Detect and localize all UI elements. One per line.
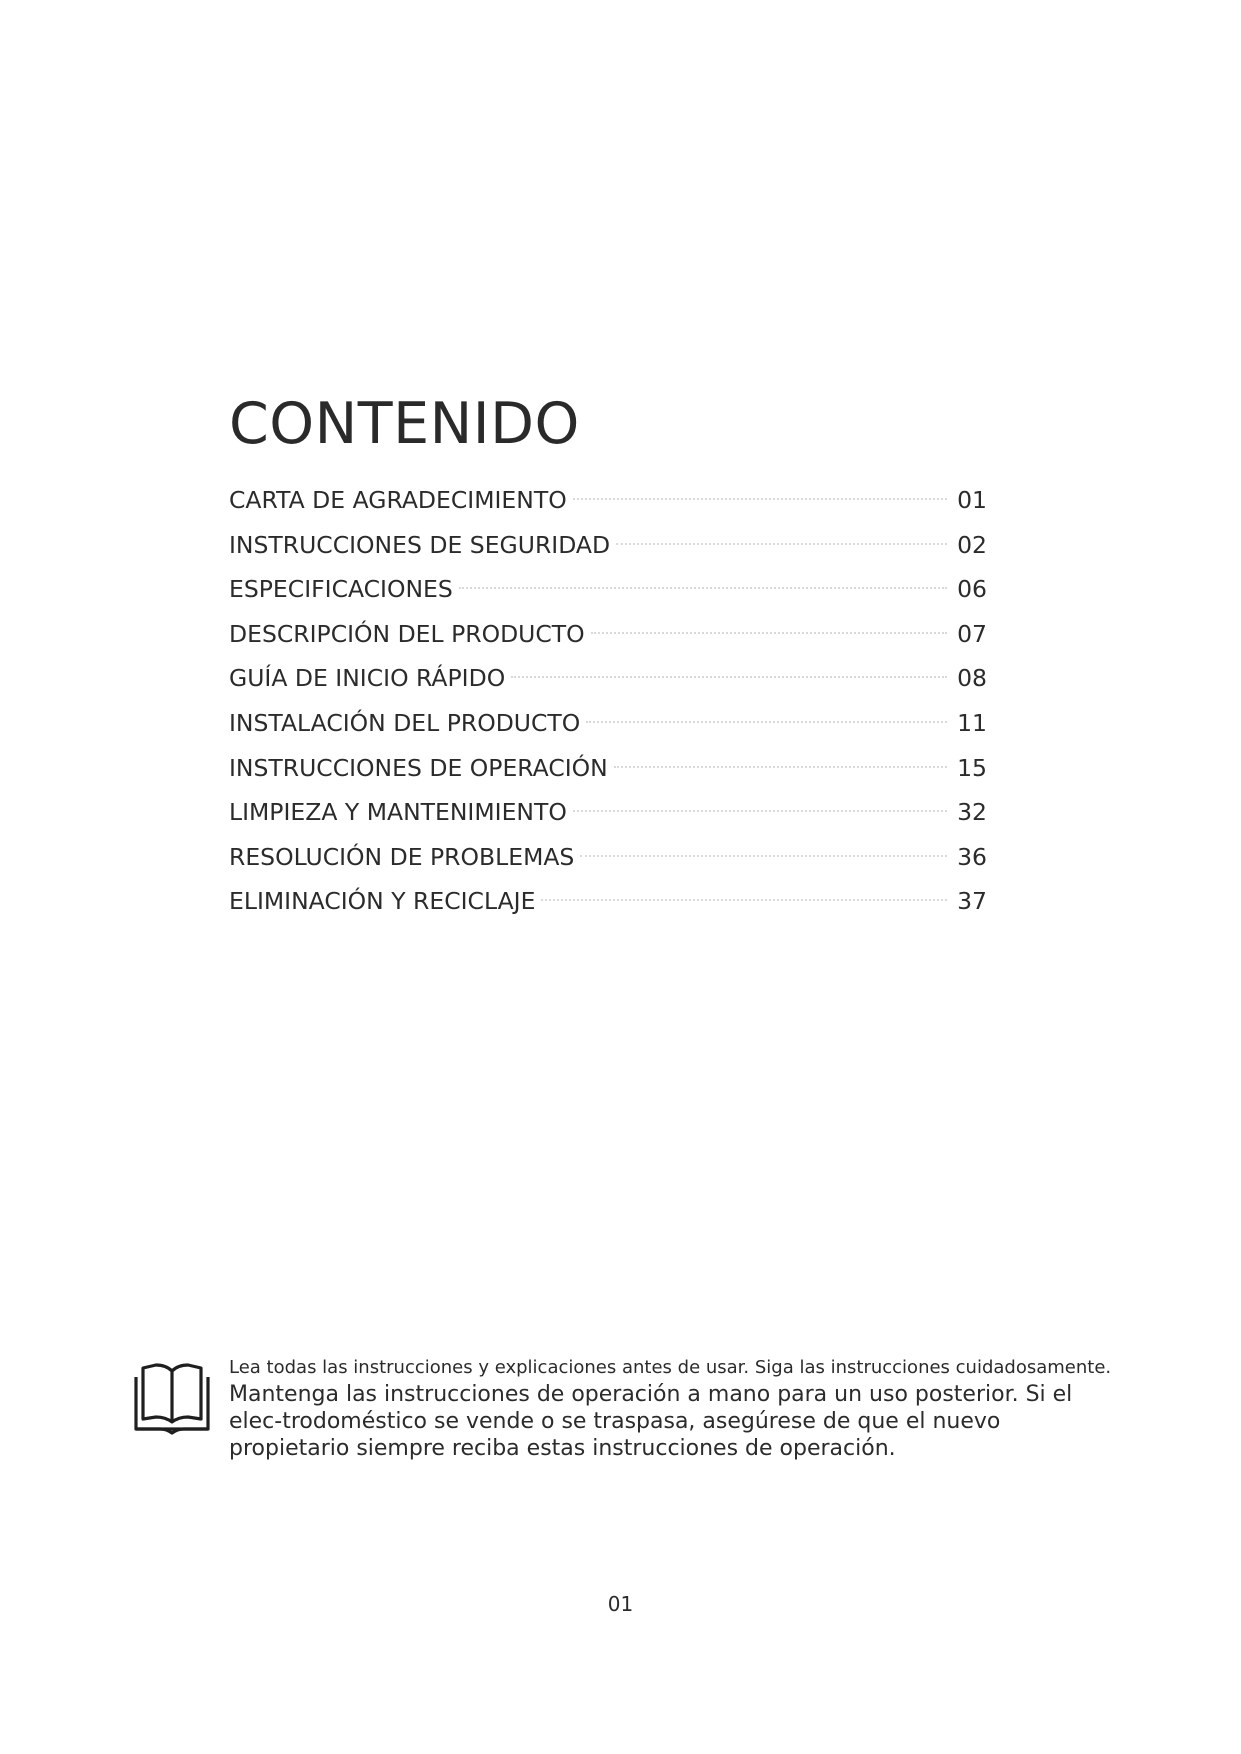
toc-entry-label: ELIMINACIÓN Y RECICLAJE: [229, 887, 536, 916]
toc-entry[interactable]: [229, 887, 987, 932]
toc-dot-leader: [511, 676, 947, 678]
toc-entry-page: 08: [957, 664, 987, 693]
toc-entry-label: INSTALACIÓN DEL PRODUCTO: [229, 708, 581, 737]
toc-entry-label: INSTRUCCIONES DE OPERACIÓN: [229, 753, 608, 782]
toc-entry-page: 01: [957, 486, 987, 514]
toc-entry-label: DESCRIPCIÓN DEL PRODUCTO: [229, 619, 585, 648]
toc-dot-leader: [616, 543, 947, 545]
toc-entry[interactable]: [229, 754, 987, 799]
toc-entry[interactable]: [229, 664, 987, 709]
toc-dot-leader: [459, 587, 947, 589]
toc-entry[interactable]: [229, 798, 987, 843]
toc-dot-leader: [586, 721, 947, 723]
toc-entry-page: 15: [957, 753, 987, 782]
page-title: CONTENIDO: [229, 391, 580, 457]
toc-entry[interactable]: [229, 575, 987, 620]
toc-entry-label: ESPECIFICACIONES: [229, 575, 453, 604]
toc-entry[interactable]: [229, 486, 987, 531]
open-book-icon: [130, 1361, 214, 1435]
note-lead: Lea todas las instrucciones y explicaciones antes de usar. Siga las instrucciones cuidadosamente.: [229, 1357, 1112, 1378]
toc-entry-page: 36: [957, 842, 987, 871]
toc-entry-page: 37: [957, 887, 987, 916]
toc-entry-label: INSTRUCCIONES DE SEGURIDAD: [229, 530, 611, 559]
toc-entry-page: 11: [957, 708, 987, 737]
table-of-contents: [229, 486, 987, 932]
toc-entry-page: 07: [957, 619, 987, 648]
toc-entry[interactable]: [229, 531, 987, 576]
toc-entry[interactable]: [229, 620, 987, 665]
toc-entry-page: 06: [957, 575, 987, 604]
toc-dot-leader: [573, 810, 947, 812]
note-body: Mantenga las instrucciones de operación a mano para un uso posterior. Si el elec-trodoméstico se vende o se traspasa, asegúrese de que el nuevo propietario siempre reciba estas instrucciones de operación.: [229, 1382, 1073, 1461]
toc-dot-leader: [580, 855, 947, 857]
toc-dot-leader: [591, 632, 947, 634]
toc-entry-page: 32: [957, 798, 987, 827]
toc-entry[interactable]: [229, 709, 987, 754]
page-number: 01: [607, 1592, 634, 1616]
note-text: [229, 1354, 1112, 1462]
toc-entry-page: 02: [957, 530, 987, 559]
toc-dot-leader: [614, 766, 947, 768]
toc-entry-label: CARTA DE AGRADECIMIENTO: [229, 486, 567, 514]
toc-entry-label: LIMPIEZA Y MANTENIMIENTO: [229, 798, 567, 827]
toc-entry-label: RESOLUCIÓN DE PROBLEMAS: [229, 842, 575, 871]
toc-entry-label: GUÍA DE INICIO RÁPIDO: [229, 664, 506, 693]
toc-dot-leader: [573, 498, 947, 500]
toc-entry[interactable]: [229, 843, 987, 888]
toc-dot-leader: [541, 899, 947, 901]
